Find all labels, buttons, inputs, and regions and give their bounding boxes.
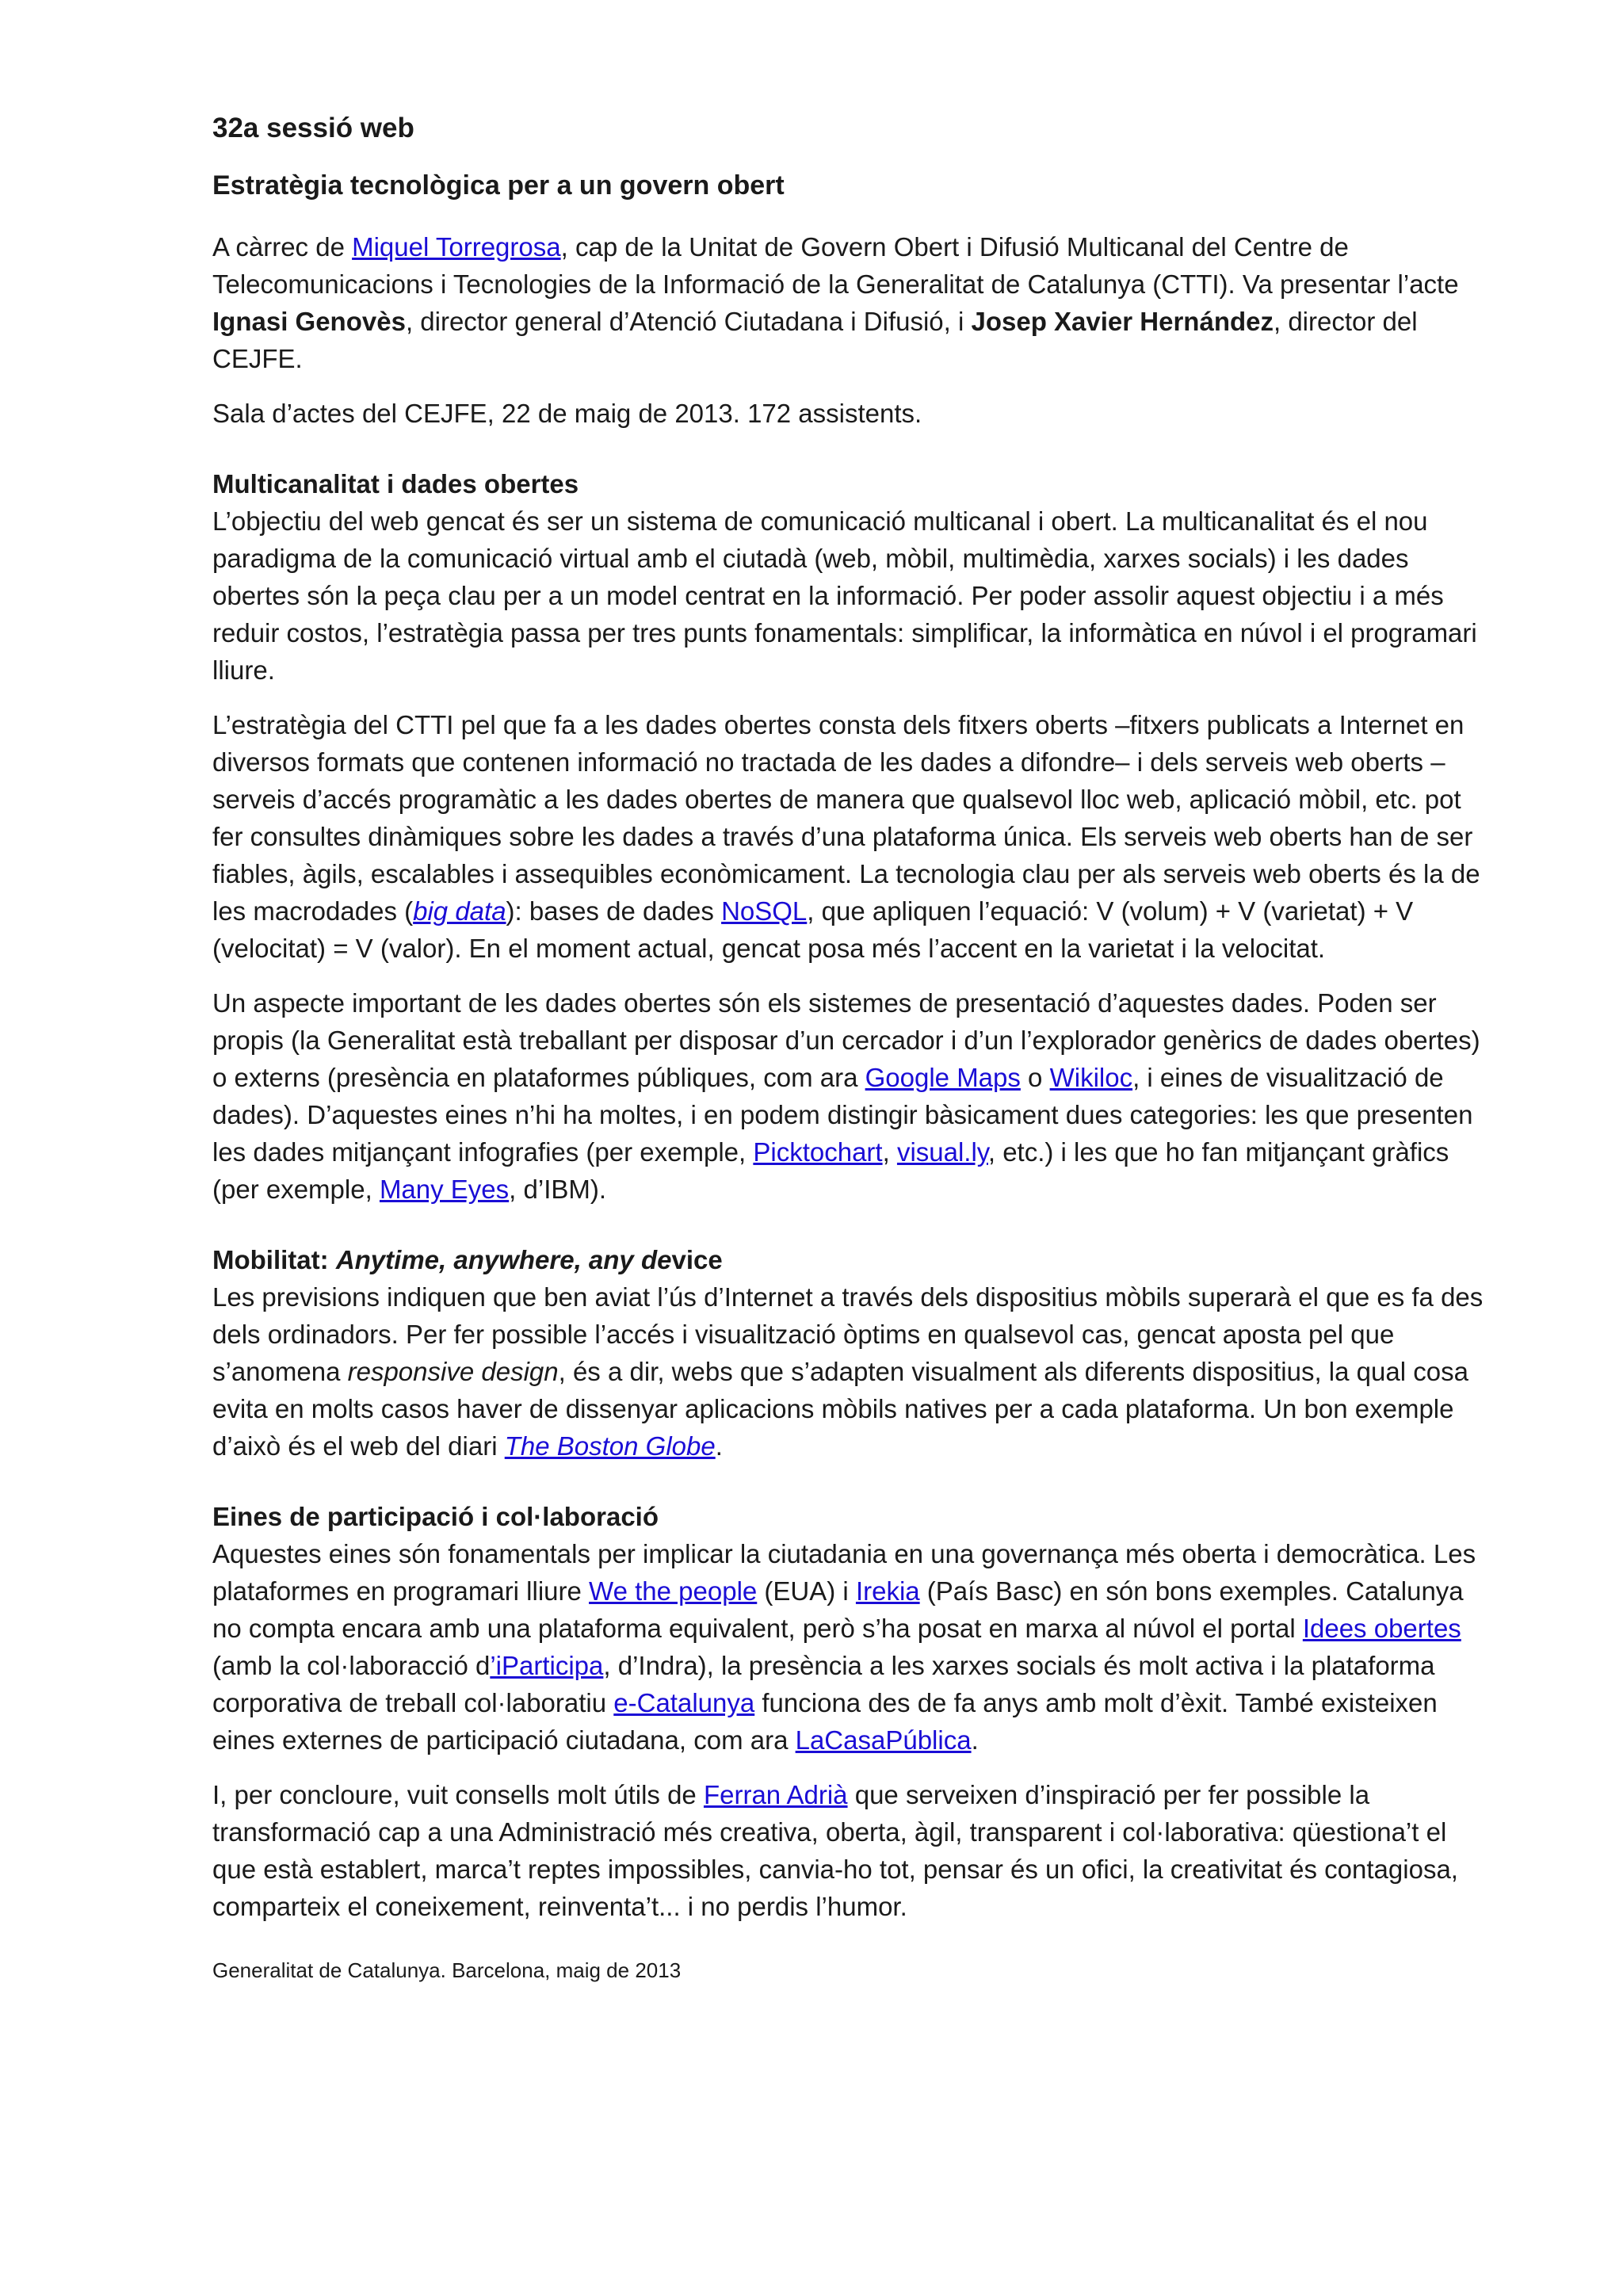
google-maps-link[interactable]: Google Maps xyxy=(865,1063,1021,1092)
irekia-link[interactable]: Irekia xyxy=(855,1576,920,1606)
document-footer: Generalitat de Catalunya. Barcelona, maig de 2013 xyxy=(212,1958,682,1982)
wikiloc-link[interactable]: Wikiloc xyxy=(1049,1063,1133,1092)
section3-paragraph-2: I, per concloure, vuit consells molt útils de Ferran Adrià que serveixen d’inspiració per fer possible la transformació cap a una Administració més creativa, oberta, àgil, transparent i col·laborativa: qüestiona’t el que està establert, marca’t reptes impossibles, canvia-ho tot, pensar és un ofici, la creativitat és contagiosa, comparteix el coneixement, reinventa’t... i no perdis l’humor. xyxy=(212,1780,1458,1921)
section-title-multicanalitat: Multicanalitat i dades obertes xyxy=(212,469,579,499)
section2-paragraph-1: Les previsions indiquen que ben aviat l’ús d’Internet a través dels dispositius mòbils superarà el que es fa des dels ordinadors. Per fer possible l’accés i visualització òptims en qualsevol cas, gencat aposta pel que s’anomena responsive design, és a dir, webs que s’adapten visualment als diferents dispositius, la qual cosa evita en molts casos haver de dissenyar aplicacions mòbils natives per a cada plataforma. Un bon exemple d’això és el web del diari The Boston Globe. xyxy=(212,1282,1484,1461)
session-subtitle: Estratègia tecnològica per a un govern obert xyxy=(212,170,785,201)
presenter-name-1: Ignasi Genovès xyxy=(212,307,406,336)
section1-paragraph-2: L’estratègia del CTTI pel que fa a les dades obertes consta dels fitxers oberts –fitxers publicats a Internet en diversos formats que contenen informació no tractada de les dades a difondre– i dels serveis web oberts –serveis d’accés programàtic a les dades obertes de manera que qualsevol lloc web, aplicació mòbil, etc. pot fer consultes dinàmiques sobre les dades a través d’una plataforma única. Els serveis web oberts han de ser fiables, àgils, escalables i assequibles econòmicament. La tecnologia clau per als serveis web oberts és la de les macrodades (big data): bases de dades NoSQL, que apliquen l’equació: V (volum) + V (varietat) + V (velocitat) = V (valor). En el moment actual, gencat posa més l’accent en la varietat i la velocitat. xyxy=(212,710,1480,963)
session-title: 32a sessió web xyxy=(212,113,414,143)
e-catalunya-link[interactable]: e-Catalunya xyxy=(613,1688,755,1717)
ferran-adria-link[interactable]: Ferran Adrià xyxy=(703,1780,848,1809)
idees-obertes-link[interactable]: Idees obertes xyxy=(1302,1614,1461,1643)
venue-line: Sala d’actes del CEJFE, 22 de maig de 2013. 172 assistents. xyxy=(212,399,922,428)
section1-paragraph-3: Un aspecte important de les dades obertes són els sistemes de presentació d’aquestes dades. Poden ser propis (la Generalitat està treballant per disposar d’un cercador i d’un l’explorador genèrics de dades obertes) o externs (presència en plataformes públiques, com ara Google Maps o Wikiloc, i eines de visualització de dades). D’aquestes eines n’hi ha moltes, i en podem distingir bàsicament dues categories: les que presenten les dades mitjançant infografies (per exemple, Picktochart, visual.ly, etc.) i les que ho fan mitjançant gràfics (per exemple, Many Eyes, d’IBM). xyxy=(212,988,1480,1204)
big-data-link[interactable]: big data xyxy=(413,896,506,926)
section1-paragraph-1: L’objectiu del web gencat és ser un sistema de comunicació multicanal i obert. La multicanalitat és el nou paradigma de la comunicació virtual amb el ciutadà (web, mòbil, multimèdia, xarxes socials) i les dades obertes són la peça clau per a un model centrat en la informació. Per poder assolir aquest objectiu i a més reduir costos, l’estratègia passa per tres punts fonamentals: simplificar, la informàtica en núvol i el programari lliure. xyxy=(212,506,1477,685)
many-eyes-link[interactable]: Many Eyes xyxy=(379,1175,510,1204)
section-title-participacio: Eines de participació i col·laboració xyxy=(212,1502,659,1531)
intro-paragraph: A càrrec de Miquel Torregrosa, cap de la Unitat de Govern Obert i Difusió Multicanal del Centre de Telecomunicacions i Tecnologies de la Informació de la Generalitat de Catalunya (CTTI). Va presentar l’acte Ignasi Genovès, director general d’Atenció Ciutadana i Difusió, i Josep Xavier Hernández, director del CEJFE. xyxy=(212,232,1459,373)
speaker-link[interactable]: Miquel Torregrosa xyxy=(352,232,561,262)
section-title-mobilitat: Mobilitat: Anytime, anywhere, any device xyxy=(212,1245,723,1274)
nosql-link[interactable]: NoSQL xyxy=(721,896,808,926)
piktochart-link[interactable]: Picktochart xyxy=(753,1137,883,1167)
presenter-name-2: Josep Xavier Hernández xyxy=(971,307,1274,336)
section3-paragraph-1: Aquestes eines són fonamentals per implicar la ciutadania en una governança més oberta i democràtica. Les plataformes en programari lliure We the people (EUA) i Irekia (País Basc) en són bons exemples. Catalunya no compta encara amb una plataforma equivalent, però s’ha posat en marxa al núvol el portal Idees obertes (amb la col·laboracció d’iParticipa, d’Indra), la presència a les xarxes socials és molt activa i la plataforma corporativa de treball col·laboratiu e-Catalunya funciona des de fa anys amb molt d’èxit. També existeixen eines externes de participació ciutadana, com ara LaCasaPública. xyxy=(212,1539,1476,1755)
boston-globe-link[interactable]: The Boston Globe xyxy=(504,1431,716,1461)
lacasapublica-link[interactable]: LaCasaPública xyxy=(795,1725,972,1755)
iparticipa-link[interactable]: ’iParticipa xyxy=(490,1651,604,1680)
visually-link[interactable]: visual.ly xyxy=(896,1137,988,1167)
we-the-people-link[interactable]: We the people xyxy=(589,1576,758,1606)
